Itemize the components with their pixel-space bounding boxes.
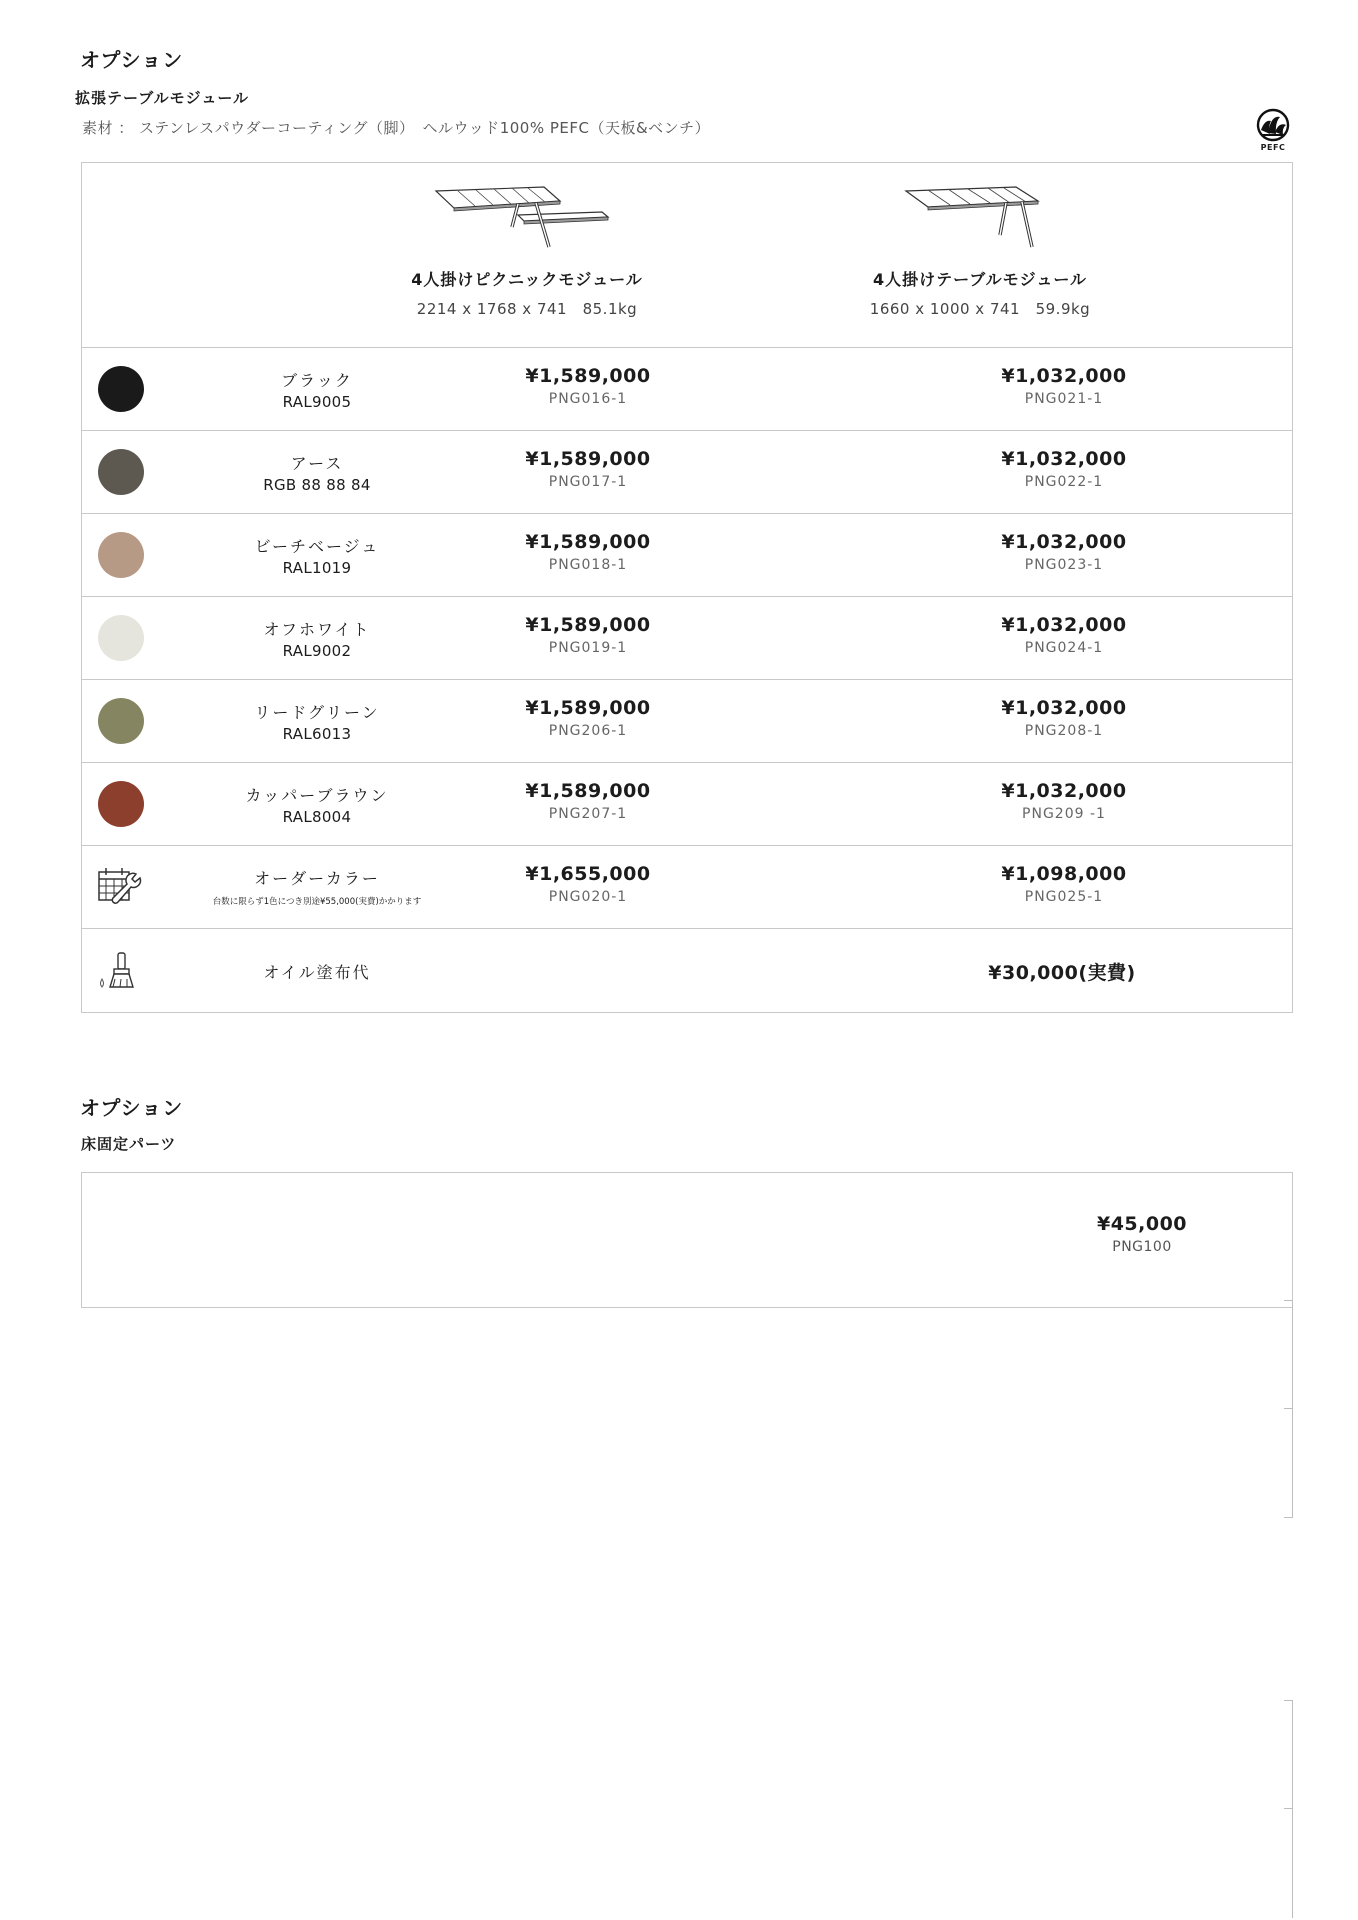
table-row: [82, 763, 1292, 846]
color-code: RAL1019: [282, 559, 352, 577]
color-code: RAL9002: [282, 642, 352, 660]
color-name-cell: [182, 700, 452, 743]
price: ¥1,655,000: [525, 863, 651, 885]
price-cell: [468, 863, 708, 905]
price-cell: [468, 531, 708, 573]
color-swatch: [98, 532, 144, 578]
price-cell: [468, 448, 708, 490]
color-code: RAL9005: [282, 393, 352, 411]
color-name-cell: [182, 534, 452, 577]
table-row: [82, 514, 1292, 597]
color-code: RAL8004: [282, 808, 352, 826]
price-cell: [944, 780, 1184, 822]
sku: PNG019-1: [548, 640, 628, 656]
color-name-cell: [182, 866, 452, 907]
edge-tick: [1284, 1517, 1292, 1518]
color-swatch: [98, 781, 144, 827]
price: ¥1,032,000: [1001, 780, 1127, 802]
sku: PNG017-1: [548, 474, 628, 490]
sku: PNG209 -1: [1022, 806, 1106, 822]
color-name-cell: [182, 368, 452, 411]
edge-line: [1292, 1300, 1293, 1518]
pefc-logo: [1252, 108, 1294, 154]
sku: PNG018-1: [548, 557, 628, 573]
oil-brush-icon: [96, 949, 144, 993]
color-swatch: [98, 449, 144, 495]
section-heading: オプション: [80, 48, 184, 72]
table-row-order-color: [82, 846, 1292, 929]
options-table: [81, 162, 1293, 1013]
price-cell: [944, 448, 1184, 490]
price: ¥1,032,000: [1001, 614, 1127, 636]
price-cell: [944, 365, 1184, 407]
sku: PNG206-1: [548, 723, 628, 739]
product-dimensions: 2214 x 1768 x 741 85.1kg: [416, 300, 638, 318]
edge-tick: [1284, 1300, 1292, 1301]
pefc-tree-icon: [1252, 108, 1294, 144]
edge-line: [1292, 1700, 1293, 1918]
sku: PNG208-1: [1024, 723, 1104, 739]
table-row: [82, 431, 1292, 514]
color-name: ブラック: [281, 371, 353, 390]
price-cell: [944, 697, 1184, 739]
price-cell: [944, 863, 1184, 905]
edge-tick: [1284, 1808, 1292, 1809]
price-cell: [468, 365, 708, 407]
product-column-picnic-module: [367, 181, 687, 319]
price-cell: [944, 614, 1184, 656]
material-line: 素材 ： ステンレスパウダーコーティング（脚） ヘルウッド100% PEFC（天板&ベンチ）: [82, 119, 711, 137]
price: ¥1,589,000: [525, 531, 651, 553]
price: ¥1,032,000: [1001, 697, 1127, 719]
table-header: [82, 163, 1292, 348]
calendar-wrench-icon: [96, 866, 144, 910]
price: ¥1,032,000: [1001, 531, 1127, 553]
oil-label: オイル塗布代: [263, 963, 371, 982]
sku: PNG100: [1112, 1239, 1172, 1255]
table-row: [82, 348, 1292, 431]
table-illustration: [900, 181, 1060, 251]
edge-tick: [1284, 1408, 1292, 1409]
section-heading: オプション: [80, 1096, 184, 1120]
product-name: 4人掛けテーブルモジュール: [872, 270, 1088, 289]
section-subheading: 床固定パーツ: [81, 1135, 177, 1153]
sku: PNG025-1: [1024, 889, 1104, 905]
oil-name-cell: [182, 960, 452, 983]
price-cell: [944, 531, 1184, 573]
price: ¥1,032,000: [1001, 448, 1127, 470]
price-cell: [468, 780, 708, 822]
sku: PNG020-1: [548, 889, 628, 905]
color-swatch: [98, 615, 144, 661]
price: ¥1,589,000: [525, 780, 651, 802]
price: ¥1,098,000: [1001, 863, 1127, 885]
product-dimensions: 1660 x 1000 x 741 59.9kg: [869, 300, 1091, 318]
table-row: [82, 597, 1292, 680]
price: ¥1,589,000: [525, 448, 651, 470]
sku: PNG022-1: [1024, 474, 1104, 490]
price-cell: [942, 958, 1182, 985]
section-subheading: 拡張テーブルモジュール: [75, 89, 250, 107]
table-row-oil: [82, 929, 1292, 1012]
table-row: [82, 680, 1292, 763]
color-name: リードグリーン: [254, 703, 380, 722]
color-name-cell: [182, 783, 452, 826]
color-name-cell: [182, 451, 452, 494]
color-code: RGB 88 88 84: [263, 476, 371, 494]
color-name-cell: [182, 617, 452, 660]
floor-fixing-parts-box: [81, 1172, 1293, 1308]
price-cell: [468, 697, 708, 739]
color-name: カッパーブラウン: [245, 786, 389, 805]
price-cell: [1042, 1213, 1242, 1255]
picnic-table-illustration: [432, 181, 622, 251]
color-name: アース: [290, 454, 344, 473]
color-name: オフホワイト: [263, 620, 371, 639]
product-name: 4人掛けピクニックモジュール: [411, 270, 643, 289]
oil-price: ¥30,000(実費): [988, 962, 1136, 984]
sku: PNG024-1: [1024, 640, 1104, 656]
price: ¥1,589,000: [525, 614, 651, 636]
color-swatch: [98, 698, 144, 744]
order-color-note: 台数に限らず1色につき別途¥55,000(実費)かかります: [212, 897, 422, 907]
sku: PNG207-1: [548, 806, 628, 822]
color-code: RAL6013: [282, 725, 352, 743]
edge-tick: [1284, 1700, 1292, 1701]
product-column-table-module: [820, 181, 1140, 319]
price: ¥1,589,000: [525, 365, 651, 387]
price: ¥1,032,000: [1001, 365, 1127, 387]
color-swatch: [98, 366, 144, 412]
price: ¥1,589,000: [525, 697, 651, 719]
sku: PNG023-1: [1024, 557, 1104, 573]
price: ¥45,000: [1096, 1213, 1188, 1235]
color-name: オーダーカラー: [254, 869, 380, 888]
pefc-label: PEFC: [1260, 143, 1286, 152]
sku: PNG016-1: [548, 391, 628, 407]
color-name: ビーチベージュ: [254, 537, 380, 556]
sku: PNG021-1: [1024, 391, 1104, 407]
price-cell: [468, 614, 708, 656]
